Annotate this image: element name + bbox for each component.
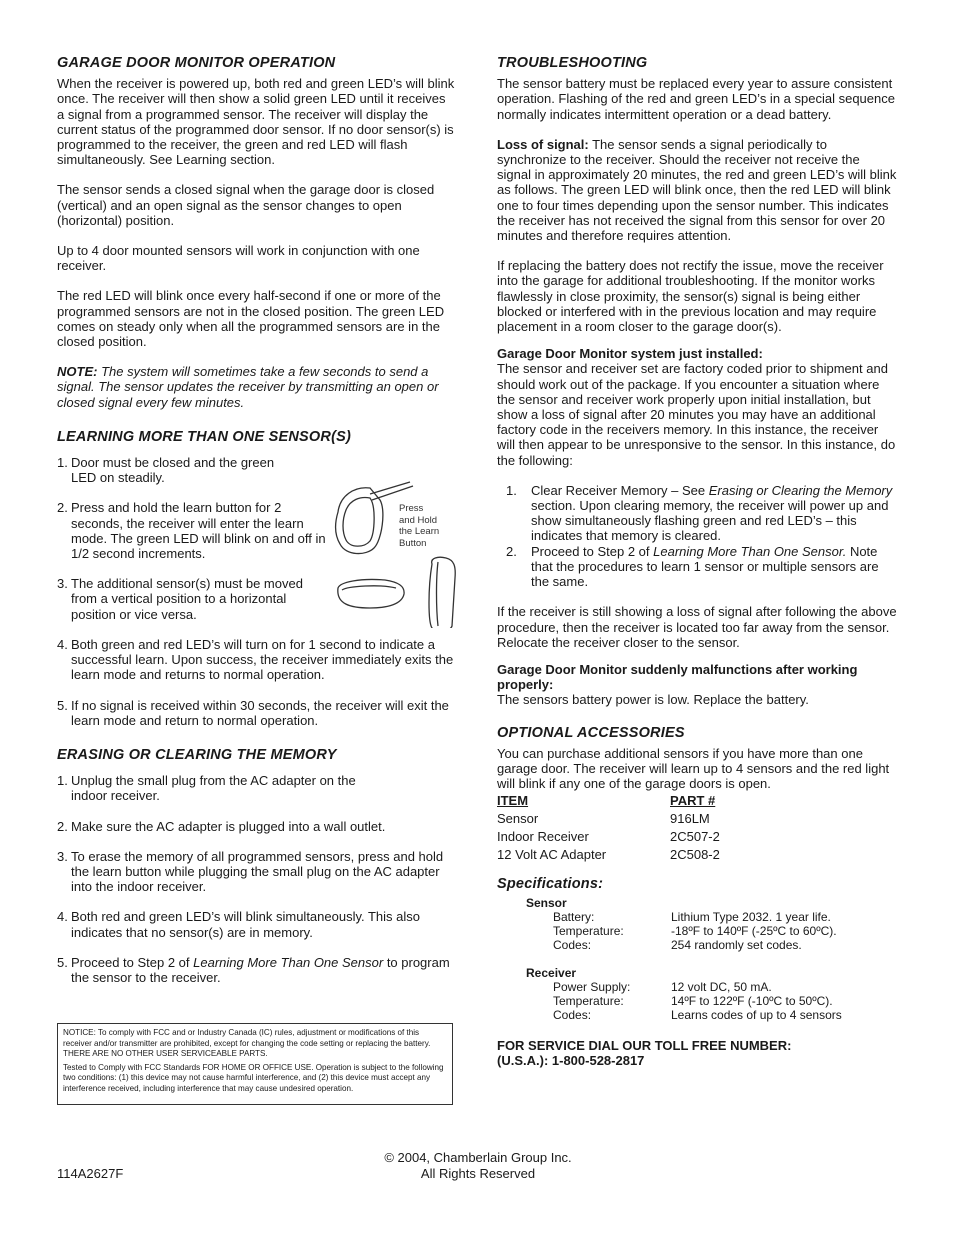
- spec-row: Codes: Learns codes of up to 4 sensors: [553, 1007, 842, 1022]
- spec-row: Codes: 254 randomly set codes.: [553, 937, 802, 952]
- service-line-1: FOR SERVICE DIAL OUR TOLL FREE NUMBER:: [497, 1037, 792, 1053]
- fcc-notice-box: [57, 1023, 453, 1105]
- malfunction-paragraph: The sensors battery power is low. Replace the battery.: [497, 692, 809, 708]
- copyright-text: © 2004, Chamberlain Group Inc.: [384, 1150, 572, 1165]
- notice-paragraph-2: Tested to Comply with FCC Standards FOR HOME OR OFFICE USE. Operation is subject to the following two conditions: (1) this device may not cause harmful interference, and (2) this device must accept any interference received, including interference that may cause undesired operation.: [63, 1062, 444, 1093]
- malfunction-subheading: Garage Door Monitor suddenly malfunctions after working properly:: [497, 661, 858, 693]
- learn-button-callout: Press and Hold the Learn Button: [399, 503, 440, 549]
- just-installed-steps: [497, 483, 897, 589]
- install-step: 2. Proceed to Step 2 of Learning More Than One Sensor. Note that the procedures to learn 1 sensor or multiple sensors are the same.: [506, 543, 879, 590]
- copyright-block: [340, 1150, 616, 1182]
- spec-row: Power Supply: 12 volt DC, 50 mA.: [553, 979, 772, 994]
- sensor-spec-label: Sensor: [526, 895, 567, 910]
- service-phone: (U.S.A.): 1-800-528-2817: [497, 1052, 645, 1068]
- specifications-block: [497, 896, 897, 1022]
- spec-row: Temperature: -18ºF to 140ºF (-25ºC to 60ºC).: [553, 923, 837, 938]
- erasing-heading: ERASING OR CLEARING THE MEMORY: [57, 746, 337, 763]
- erasing-step: 5. Proceed to Step 2 of Learning More Than One Sensor to program the sensor to the receiver.: [57, 954, 450, 985]
- learning-step: 5. If no signal is received within 30 seconds, the receiver will exit the learn mode and return to normal operation.: [57, 697, 449, 728]
- operation-paragraph-4: The red LED will blink once every half-second if one or more of the programmed sensors are not in the closed position. The green LED comes on steady only when all the programmed sensors are in the closed position.: [57, 288, 445, 350]
- accessories-heading: OPTIONAL ACCESSORIES: [497, 724, 685, 741]
- install-step: 1. Clear Receiver Memory – See Erasing or Clearing the Memory section. Upon clearing memory, the receiver will power up and show simultaneously flashing green and red LED’s – this indicates that memory is cleared.: [506, 482, 893, 544]
- service-block: [497, 1038, 897, 1068]
- troubleshooting-paragraph-5: If the receiver is still showing a loss of signal after following the above procedure, then the receiver is located too far away from the sensor. Relocate the receiver closer to the sensor.: [497, 604, 897, 650]
- operation-paragraph-1: When the receiver is powered up, both red and green LED’s will blink once. The receiver will then show a solid green LED until it receives a signal from a programmed sensor. The receiver will display the current status of the programmed door sensor. If no door sensor(s) is programmed to the receiver, the green and red LED will flash simultaneously. See Learning section.: [57, 76, 455, 168]
- receiver-spec-label: Receiver: [526, 965, 577, 980]
- learning-step: 4. Both green and red LED’s will turn on for 1 second to indicate a successful learn. Upon success, the receiver immediately exits the learn mode and returns to normal operation.: [57, 636, 454, 683]
- operation-note: [57, 364, 455, 410]
- operation-heading: GARAGE DOOR MONITOR OPERATION: [57, 55, 336, 71]
- table-row: Sensor 916LM: [497, 810, 710, 826]
- erasing-step: 4. Both red and green LED’s will blink simultaneously. This also indicates that no sensor(s) are in memory.: [57, 909, 421, 940]
- table-row: 12 Volt AC Adapter 2C508-2: [497, 846, 720, 862]
- part-column-header: PART #: [670, 792, 716, 808]
- troubleshooting-paragraph-3: If replacing the battery does not rectify the issue, move the receiver into the garage for additional troubleshooting. If the monitor works flawlessly in close proximity, the sensor(s) signal is being either blocked or interfered with in the previous location and may require placement in a room closer to the garage door(s).: [497, 258, 884, 335]
- erasing-step: 1. Unplug the small plug from the AC adapter on the indoor receiver.: [57, 773, 356, 804]
- learning-step: 1. Door must be closed and the green LED on steadily.: [57, 455, 275, 486]
- rights-text: All Rights Reserved: [420, 1166, 536, 1181]
- just-installed-subheading: Garage Door Monitor system just installed:: [497, 346, 763, 362]
- erasing-step: 3. To erase the memory of all programmed sensors, press and hold the learn button while plugging the small plug on the AC adapter into the indoor receiver.: [57, 848, 444, 895]
- spec-row: Temperature: 14ºF to 122ºF (-10ºC to 50ºC).: [553, 993, 833, 1008]
- accessories-table: [497, 791, 720, 863]
- note-text: The system will sometimes take a few seconds to send a signal. The sensor updates the receiver by transmitting an open or closed signal every few minutes.: [57, 364, 439, 410]
- spec-row: Battery: Lithium Type 2032. 1 year life.: [553, 909, 831, 924]
- learning-step: 2. Press and hold the learn button for 2 seconds, the receiver will enter the learn mode. The green LED will blink on and off in 1/2 second increments.: [57, 500, 326, 562]
- just-installed-paragraph: The sensor and receiver set are factory coded prior to shipment and should work out of the package. If you encounter a situation where the sensor and receiver work properly upon initial installation, but show a loss of signal after 20 minutes you may have an additional factory code in the receivers memory. In this instance, the receiver will then appear to be unresponsive to the sensor. In this instance, do the following:: [497, 361, 896, 468]
- table-row: Indoor Receiver 2C507-2: [497, 828, 720, 844]
- operation-paragraph-2: The sensor sends a closed signal when the garage door is closed (vertical) and an open signal as the sensor changes to open (horizontal) position.: [57, 182, 435, 228]
- notice-paragraph-1: NOTICE: To comply with FCC and or Industry Canada (IC) rules, adjustment or modifications of this receiver and/or transmitter are prohibited, except for changing the code setting or replacing the battery. THERE ARE NO OTHER USER SERVICEABLE PARTS.: [63, 1028, 431, 1059]
- right-column: [497, 56, 897, 1068]
- troubleshooting-paragraph-1: The sensor battery must be replaced every year to assure consistent operation. Flashing of the red and green LED’s in a special sequence normally indicates intermittent operation or a dead battery.: [497, 76, 895, 122]
- sensor-illustration: [330, 478, 460, 628]
- table-header-row: [497, 791, 720, 809]
- troubleshooting-heading: TROUBLESHOOTING: [497, 55, 648, 71]
- accessories-intro: You can purchase additional sensors if you have more than one garage door. The receiver will learn up to 4 sensors and the red light will blink if any one of the garage doors is open.: [497, 745, 890, 792]
- note-label: NOTE:: [57, 364, 98, 380]
- item-column-header: ITEM: [497, 792, 529, 808]
- learning-heading: LEARNING MORE THAN ONE SENSOR(S): [57, 428, 351, 445]
- learning-step: 3. The additional sensor(s) must be moved from a vertical position to a horizontal position or vice versa.: [57, 576, 303, 622]
- document-number: 114A2627F: [57, 1166, 124, 1181]
- sensor-drawing-icon: [330, 478, 460, 628]
- loss-of-signal-paragraph: Loss of signal: The sensor sends a signal periodically to synchronize to the receiver. Should the receiver not receive the signal in approximately 20 minutes, the red and green LED’s will blink as follows. The green LED will blink once, then the red LED will blink one to four times depending upon the sensor number. This indicates the receiver has not received the signal from this sensor for over 20 minutes and therefore requires attention.: [497, 136, 897, 244]
- operation-paragraph-3: Up to 4 door mounted sensors will work in conjunction with one receiver.: [57, 243, 420, 274]
- erasing-step: 2. Make sure the AC adapter is plugged into a wall outlet.: [57, 818, 386, 834]
- specifications-heading: Specifications:: [497, 876, 604, 893]
